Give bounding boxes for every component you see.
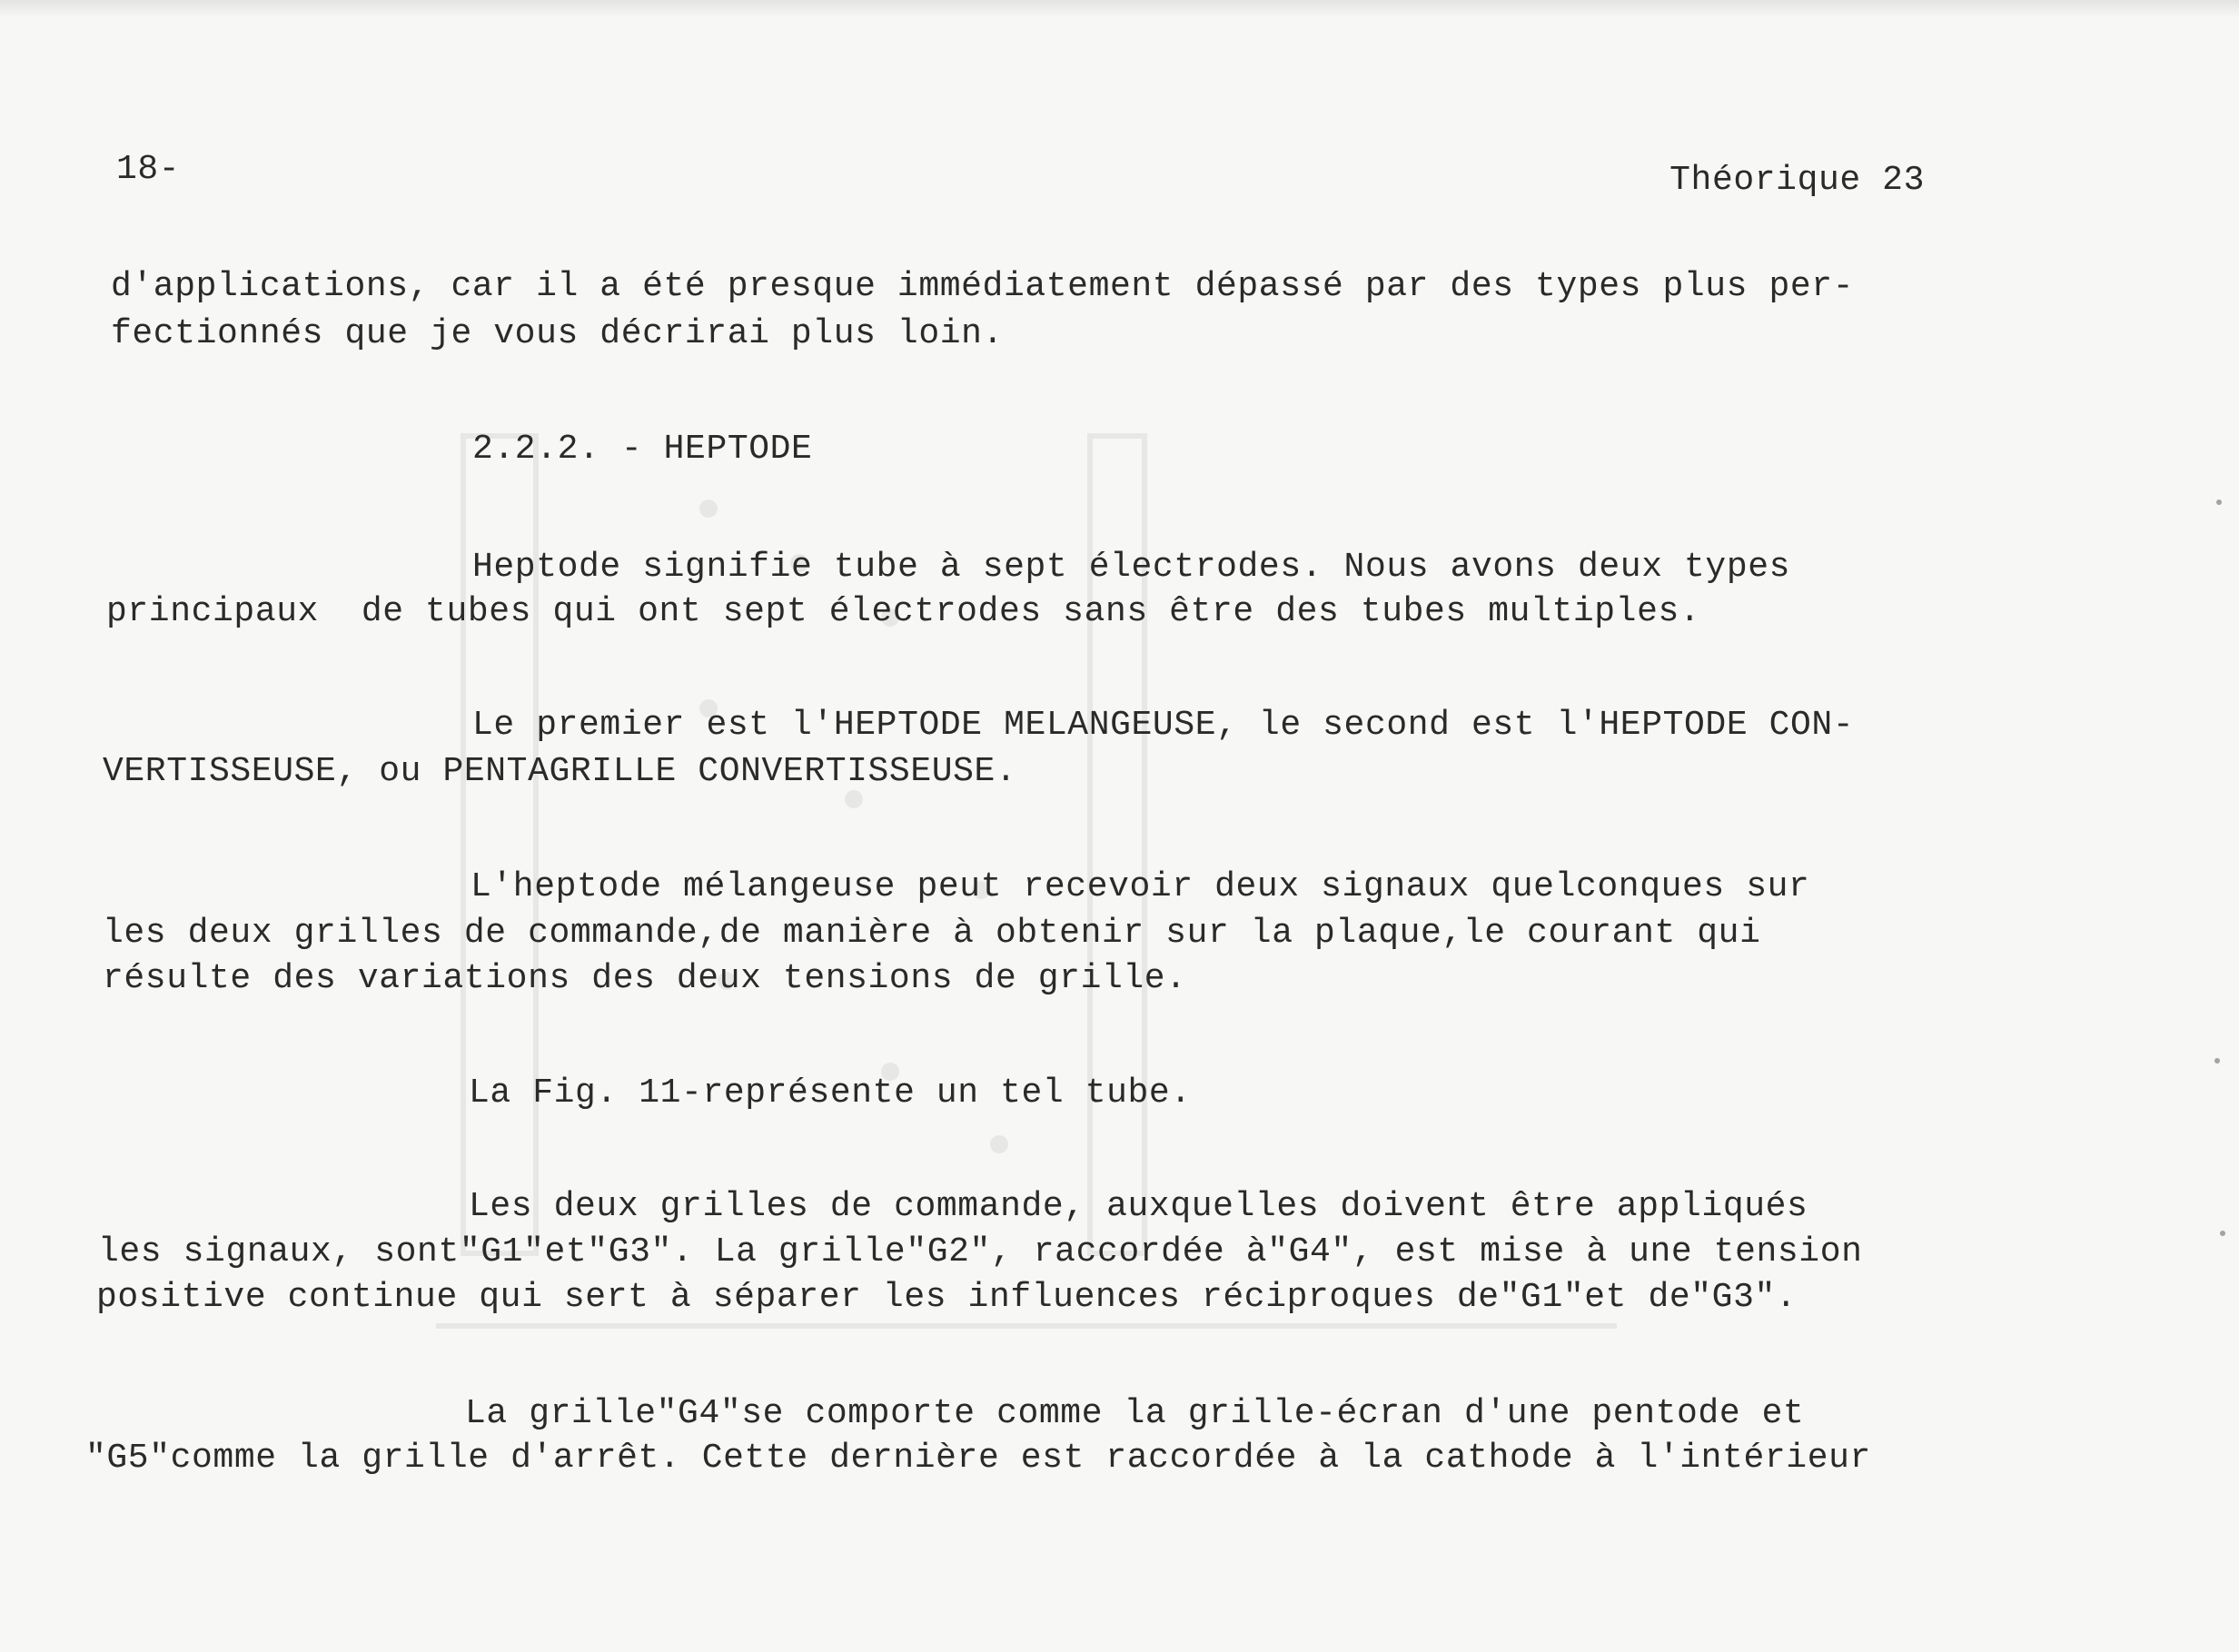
paragraph-line: "G5"comme la grille d'arrêt. Cette dernière est raccordée à la cathode à l'intérieur [85, 1439, 1871, 1478]
paragraph-line: fectionnés que je vous décrirai plus loin. [111, 314, 1004, 353]
paragraph-line: La grille"G4"se comporte comme la grille-écran d'une pentode et [465, 1394, 1805, 1433]
paragraph-line: les signaux, sont"G1"et"G3". La grille"G2", raccordée à"G4", est mise à une tension [98, 1232, 1863, 1271]
paragraph-line: principaux de tubes qui ont sept électrodes sans être des tubes multiples. [106, 592, 1701, 631]
paragraph-line: Les deux grilles de commande, auxquelles doivent être appliqués [469, 1187, 1808, 1226]
page-number: 18- [116, 150, 181, 189]
paragraph-line: d'applications, car il a été presque immédiatement dépassé par des types plus per- [111, 267, 1855, 306]
paragraph-line: les deux grilles de commande,de manière à obtenir sur la plaque,le courant qui [103, 914, 1761, 953]
paragraph-line: positive continue qui sert à séparer les influences réciproques de"G1"et de"G3". [96, 1278, 1798, 1317]
scan-speck [2216, 500, 2222, 505]
running-head: Théorique 23 [1669, 161, 1925, 200]
section-heading: 2.2.2. - HEPTODE [472, 430, 813, 469]
scan-speck [2220, 1231, 2225, 1236]
paragraph-line: La Fig. 11-représente un tel tube. [469, 1073, 1192, 1113]
scan-speck [2214, 1058, 2220, 1063]
paragraph-line: VERTISSEUSE, ou PENTAGRILLE CONVERTISSEUSE. [103, 752, 1017, 791]
scan-edge-shadow [0, 0, 2239, 18]
paragraph-line: Le premier est l'HEPTODE MELANGEUSE, le second est l'HEPTODE CON- [472, 706, 1855, 745]
paragraph-line: L'heptode mélangeuse peut recevoir deux signaux quelconques sur [471, 867, 1810, 906]
paragraph-line: résulte des variations des deux tensions de grille. [103, 959, 1187, 998]
paragraph-line: Heptode signifie tube à sept électrodes. Nous avons deux types [472, 548, 1791, 587]
